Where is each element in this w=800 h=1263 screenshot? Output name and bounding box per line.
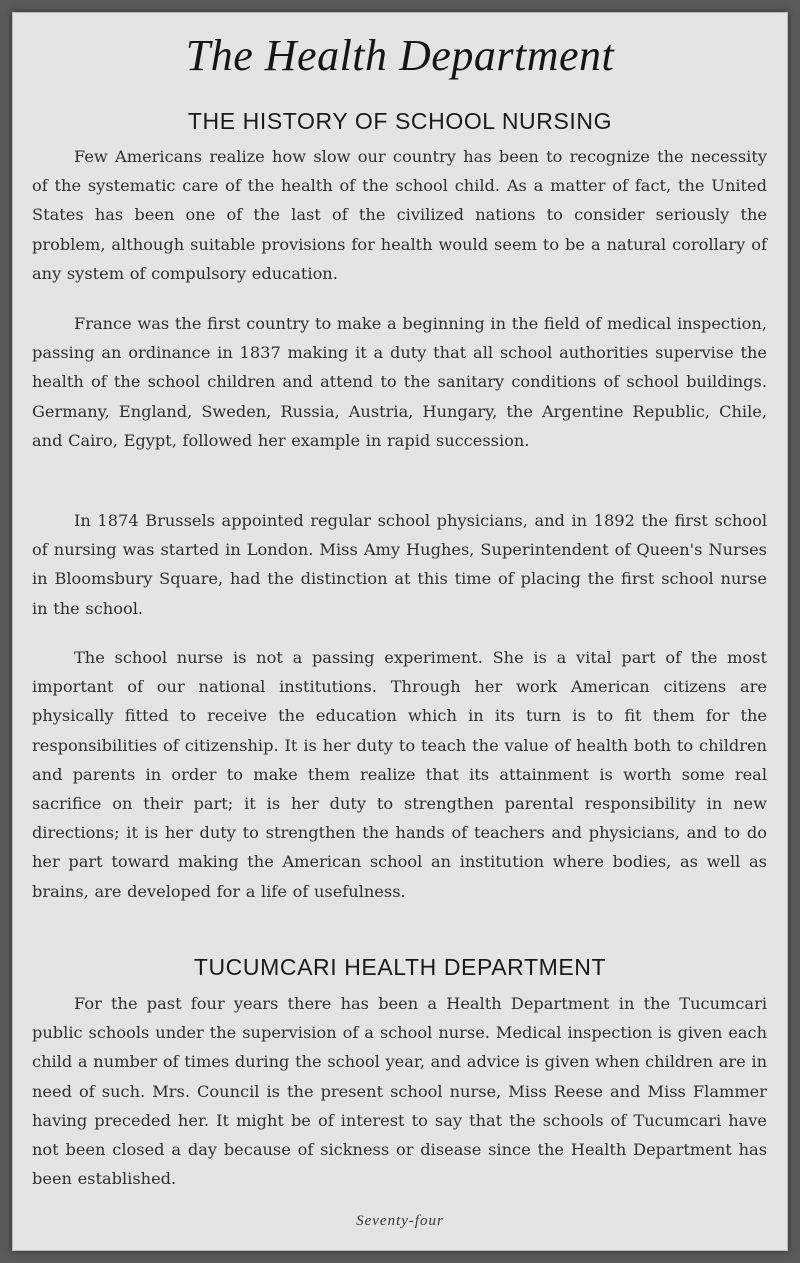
paragraph: Few Americans realize how slow our country has been to recognize the necessity of the systematic care of the health of the school child. As a matter of fact, the United States has been one of the last of the civilized nations to consider seriously the problem, although suitable provisions for health would seem to be a natural corollary of any system of compulsory education. (32, 147, 767, 283)
section-heading-tucumcari: TUCUMCARI HEALTH DEPARTMENT (193, 954, 607, 980)
paragraph: The school nurse is not a passing experiment. She is a vital part of the most important of our national institutions. Through her work American citizens are physically fitted to receive the education which in its turn is to fit them for the responsibilities of citizenship. It is her duty to teach the value of health both to children and parents in order to make them realize that its attainment is worth some real sacrifice on their part; it is her duty to strengthen parental responsibility in new directions; it is her duty to strengthen the hands of teachers and physicians, and to do her part toward making the American school an institution where bodies, as well as brains, are developed for a life of usefulness. (32, 648, 767, 901)
paragraph: In 1874 Brussels appointed regular school physicians, and in 1892 the first school of nursing was started in London. Miss Amy Hughes, Superintendent of Queen's Nurses in Bloomsbury Square, had the distinction at this time of placing the first school nurse in the school. (32, 511, 767, 618)
page-title: The Health Department (185, 31, 615, 80)
paragraph: For the past four years there has been a Health Department in the Tucumcari public schools under the supervision of a school nurse. Medical inspection is given each child a number of times during the school year, and advice is given when children are in need of such. Mrs. Council is the present school nurse, Miss Reese and Miss Flammer having preceded her. It might be of interest to say that the schools of Tucumcari have not been closed a day because of sickness or disease since the Health Department has been established. (32, 994, 767, 1189)
page-number-footer: Seventy-four (356, 1213, 444, 1229)
section-heading-history: THE HISTORY OF SCHOOL NURSING (187, 108, 613, 134)
paragraph: France was the first country to make a beginning in the field of medical inspection, passing an ordinance in 1837 making it a duty that all school authorities supervise the health of the school children and attend to the sanitary conditions of school buildings. Germany, England, Sweden, Russia, Austria, Hungary, the Argentine Republic, Chile, and Cairo, Egypt, followed her example in rapid succession. (32, 314, 767, 450)
document-page (12, 12, 788, 1251)
